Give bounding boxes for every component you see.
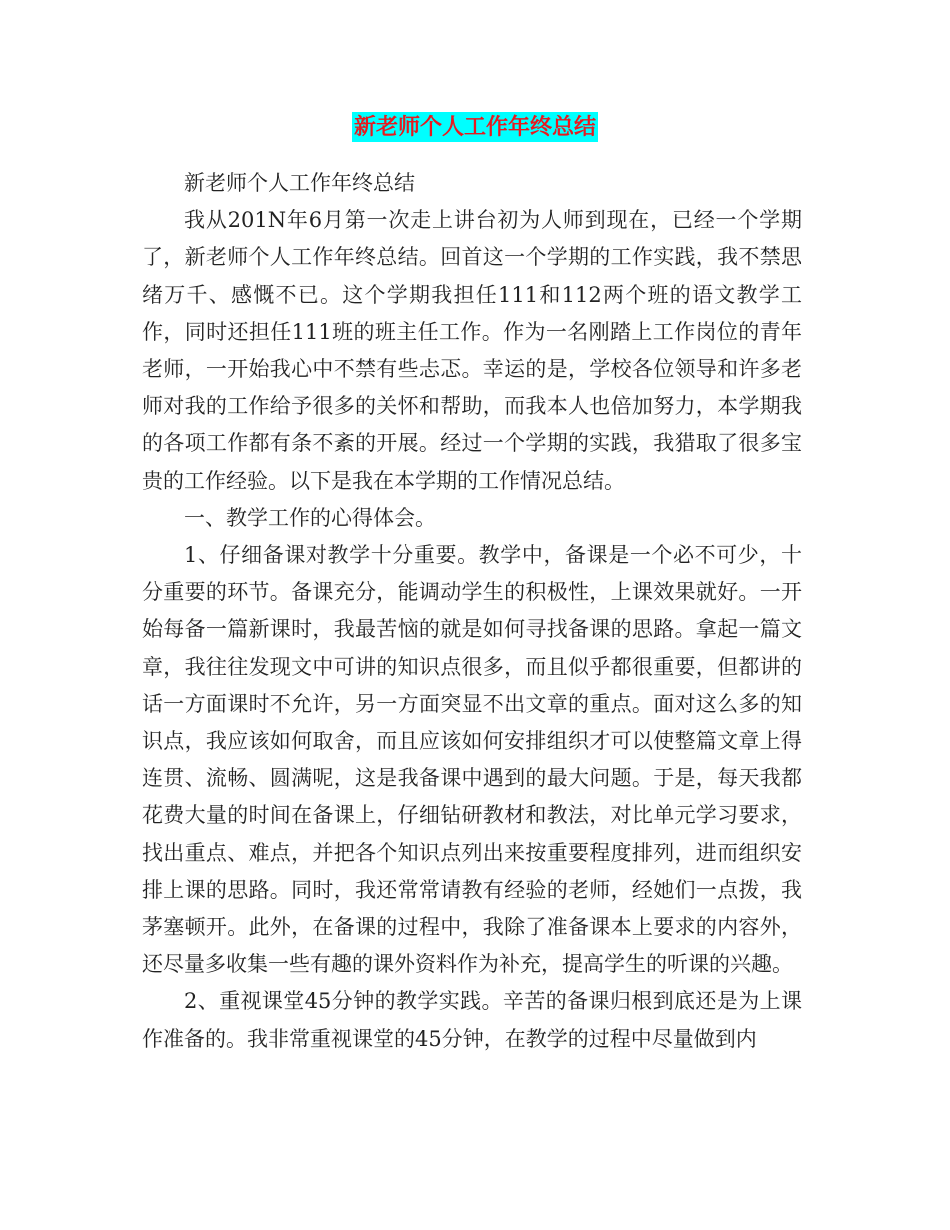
document-title: 新老师个人工作年终总结 xyxy=(353,114,596,140)
paragraph-intro: 我从201N年6月第一次走上讲台初为人师到现在，已经一个学期了，新老师个人工作年终总结。回首这一个学期的工作实践，我不禁思绪万千、感慨不已。这个学期我担任111和112两个班的语文教学工作，同时还担任111班的班主任工作。作为一名刚踏上工作岗位的青年老师，一开始我心中不禁有些忐忑。幸运的是，学校各位领导和许多老师对我的工作给予很多的关怀和帮助，而我本人也倍加努力，本学期我的各项工作都有条不紊的开展。经过一个学期的实践，我猎取了很多宝贵的工作经验。以下是我在本学期的工作情况总结。 xyxy=(142,208,802,493)
paragraph-subtitle: 新老师个人工作年终总结 xyxy=(184,171,415,195)
document-body xyxy=(142,165,802,1058)
paragraph-section-heading: 一、教学工作的心得体会。 xyxy=(184,505,436,530)
paragraph-point-1: 1、仔细备课对教学十分重要。教学中，备课是一个必不可少，十分重要的环节。备课充分，能调动学生的积极性，上课效果就好。一开始每备一篇新课时，我最苦恼的就是如何寻找备课的思路。拿起一篇文章，我往往发现文中可讲的知识点很多，而且似乎都很重要，但都讲的话一方面课时不允许，另一方面突显不出文章的重点。面对这么多的知识点，我应该如何取舍，而且应该如何安排组织才可以使整篇文章上得连贯、流畅、圆满呢，这是我备课中遇到的最大问题。于是，每天我都花费大量的时间在备课上，仔细钻研教材和教法，对比单元学习要求，找出重点、难点，并把各个知识点列出来按重要程度排列，进而组织安排上课的思路。同时，我还常常请教有经验的老师，经她们一点拨，我茅塞顿开。此外，在备课的过程中，我除了准备课本上要求的内容外，还尽量多收集一些有趣的课外资料作为补充，提高学生的听课的兴趣。 xyxy=(142,543,802,977)
paragraph-point-2: 2、重视课堂45分钟的教学实践。辛苦的备课归根到底还是为上课作准备的。我非常重视课堂的45分钟，在教学的过程中尽量做到内 xyxy=(142,989,802,1051)
title-block xyxy=(0,112,950,142)
